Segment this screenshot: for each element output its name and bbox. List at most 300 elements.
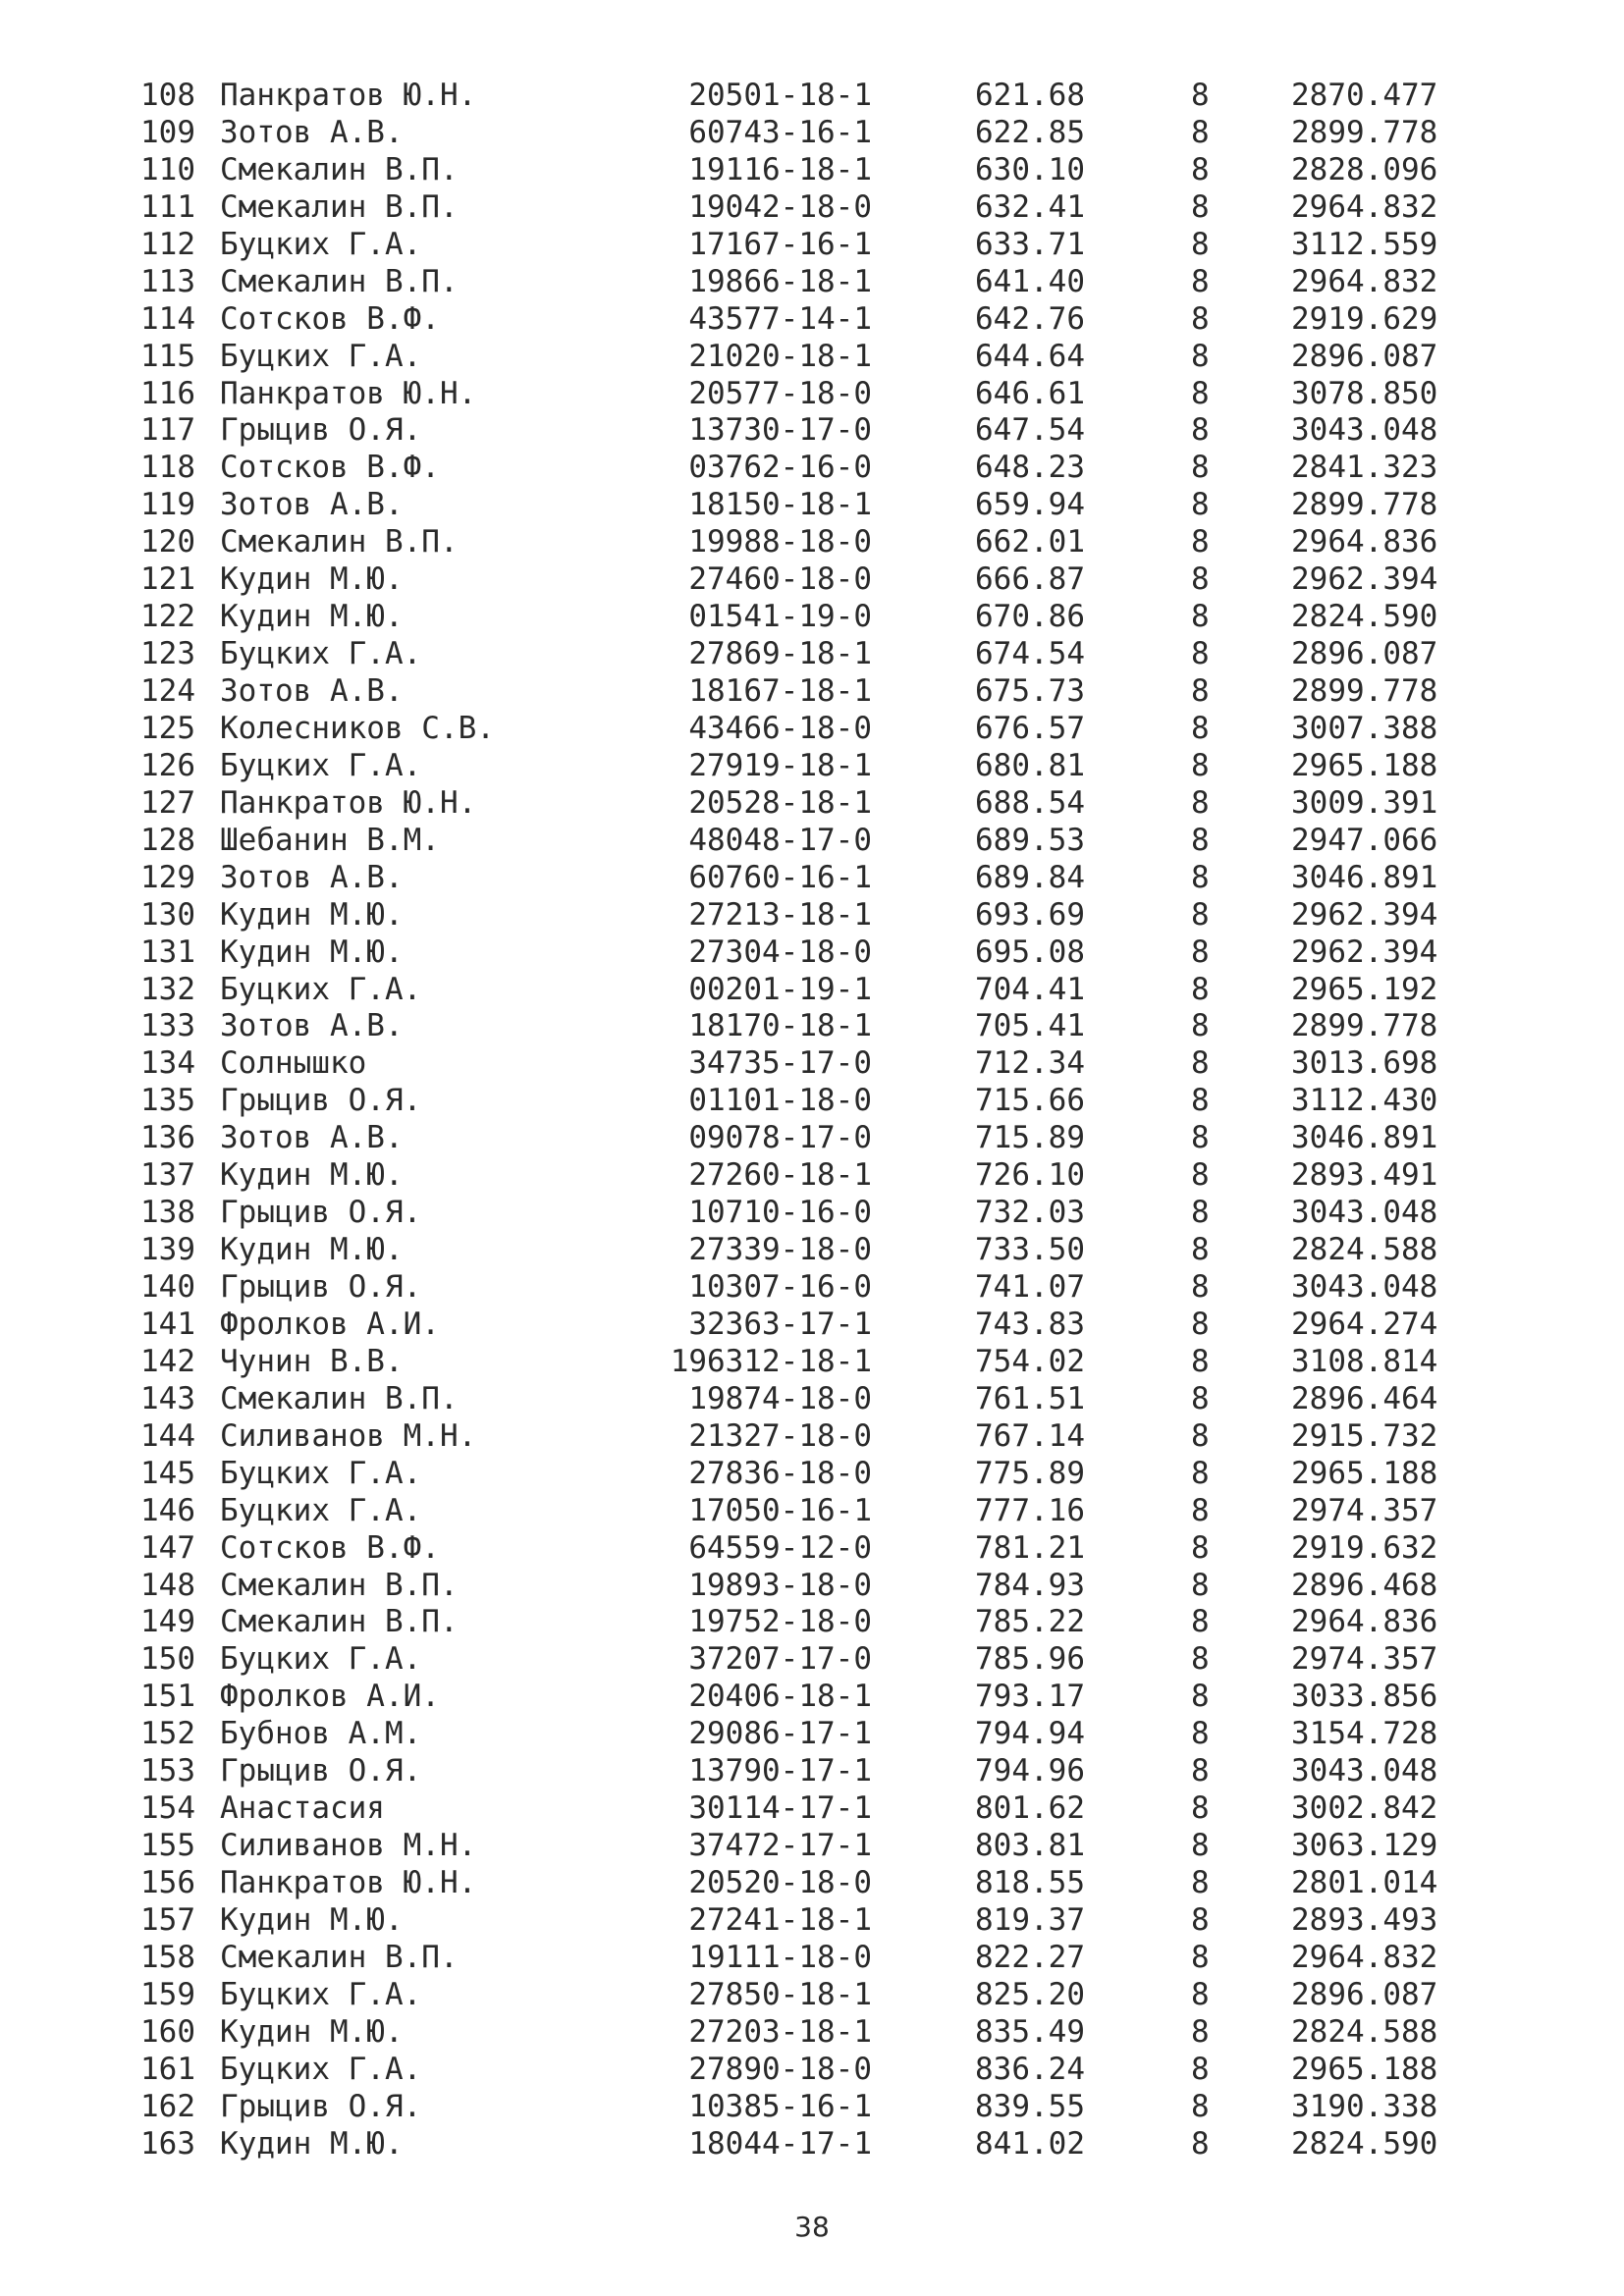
record-code: 27304-18-0 (688, 934, 872, 970)
row-number: 111 (140, 188, 195, 225)
score-value: 761.51 (975, 1380, 1085, 1416)
score-value: 662.01 (975, 524, 1085, 561)
total-value: 2964.836 (1291, 1604, 1438, 1640)
total-value: 2896.464 (1291, 1380, 1438, 1416)
score-value: 680.81 (975, 747, 1085, 783)
class-value: 8 (1191, 934, 1210, 970)
row-number: 160 (140, 2013, 195, 2050)
score-value: 689.84 (975, 859, 1085, 895)
total-value: 3112.430 (1291, 1083, 1438, 1119)
page-number: 38 (794, 2211, 830, 2243)
participant-name: Грыцив О.Я. (220, 1195, 422, 1231)
list-item (0, 2052, 1624, 2089)
record-code: 27869-18-1 (688, 636, 872, 672)
participant-name: Зотов А.В. (220, 859, 404, 895)
record-code: 27213-18-1 (688, 896, 872, 933)
class-value: 8 (1191, 338, 1210, 374)
record-code: 27890-18-0 (688, 2051, 872, 2087)
participant-name: Сотсков В.Ф. (220, 300, 440, 337)
row-number: 109 (140, 114, 195, 150)
record-code: 27203-18-1 (688, 2013, 872, 2050)
total-value: 3043.048 (1291, 412, 1438, 449)
participant-name: Кудин М.Ю. (220, 599, 404, 635)
class-value: 8 (1191, 1828, 1210, 1864)
participant-name: Фролков А.И. (220, 1679, 440, 1715)
score-value: 836.24 (975, 2051, 1085, 2087)
total-value: 3043.048 (1291, 1195, 1438, 1231)
score-value: 715.89 (975, 1120, 1085, 1156)
list-item (0, 934, 1624, 972)
total-value: 2899.778 (1291, 114, 1438, 150)
class-value: 8 (1191, 2125, 1210, 2162)
row-number: 136 (140, 1120, 195, 1156)
list-item (0, 1120, 1624, 1157)
record-code: 18167-18-1 (688, 673, 872, 709)
list-item (0, 1381, 1624, 1418)
total-value: 2919.632 (1291, 1529, 1438, 1566)
participant-name: Буцких Г.А. (220, 636, 422, 672)
record-code: 09078-17-0 (688, 1120, 872, 1156)
list-item (0, 1530, 1624, 1568)
row-number: 142 (140, 1343, 195, 1379)
class-value: 8 (1191, 1195, 1210, 1231)
list-item (0, 115, 1624, 152)
record-code: 20406-18-1 (688, 1679, 872, 1715)
total-value: 3046.891 (1291, 1120, 1438, 1156)
list-item (0, 1604, 1624, 1641)
list-item (0, 1083, 1624, 1120)
class-value: 8 (1191, 1529, 1210, 1566)
participant-name: Буцких Г.А. (220, 1641, 422, 1678)
row-number: 130 (140, 896, 195, 933)
list-item (0, 1790, 1624, 1828)
participant-name: Буцких Г.А. (220, 1455, 422, 1491)
score-value: 688.54 (975, 784, 1085, 821)
total-value: 2896.468 (1291, 1567, 1438, 1603)
row-number: 152 (140, 1716, 195, 1752)
class-value: 8 (1191, 1567, 1210, 1603)
score-value: 726.10 (975, 1157, 1085, 1194)
record-code: 27850-18-1 (688, 1976, 872, 2012)
list-item (0, 78, 1624, 115)
total-value: 2899.778 (1291, 487, 1438, 523)
total-value: 2965.192 (1291, 971, 1438, 1007)
row-number: 116 (140, 375, 195, 411)
record-code: 10385-16-1 (688, 2088, 872, 2124)
list-item (0, 1157, 1624, 1195)
row-number: 163 (140, 2125, 195, 2162)
participant-name: Зотов А.В. (220, 1008, 404, 1044)
record-code: 19866-18-1 (688, 263, 872, 299)
participant-name: Кудин М.Ю. (220, 934, 404, 970)
record-code: 13790-17-1 (688, 1753, 872, 1789)
class-value: 8 (1191, 636, 1210, 672)
total-value: 2896.087 (1291, 1976, 1438, 2012)
row-number: 151 (140, 1679, 195, 1715)
total-value: 2965.188 (1291, 2051, 1438, 2087)
participant-name: Буцких Г.А. (220, 747, 422, 783)
total-value: 2962.394 (1291, 896, 1438, 933)
total-value: 2947.066 (1291, 822, 1438, 858)
class-value: 8 (1191, 1045, 1210, 1082)
list-item (0, 897, 1624, 934)
score-value: 705.41 (975, 1008, 1085, 1044)
participant-name: Солнышко (220, 1045, 367, 1082)
score-value: 646.61 (975, 375, 1085, 411)
total-value: 2962.394 (1291, 934, 1438, 970)
total-value: 3154.728 (1291, 1716, 1438, 1752)
class-value: 8 (1191, 1083, 1210, 1119)
total-value: 2824.590 (1291, 599, 1438, 635)
score-value: 835.49 (975, 2013, 1085, 2050)
participant-name: Грыцив О.Я. (220, 2088, 422, 2124)
class-value: 8 (1191, 487, 1210, 523)
class-value: 8 (1191, 2088, 1210, 2124)
score-value: 801.62 (975, 1790, 1085, 1827)
score-value: 785.22 (975, 1604, 1085, 1640)
class-value: 8 (1191, 1343, 1210, 1379)
participant-name: Зотов А.В. (220, 1120, 404, 1156)
participant-name: Панкратов Ю.Н. (220, 1865, 477, 1900)
total-value: 2915.732 (1291, 1417, 1438, 1454)
participant-name: Грыцив О.Я. (220, 1269, 422, 1305)
record-code: 21327-18-0 (688, 1417, 872, 1454)
total-value: 2824.588 (1291, 2013, 1438, 2050)
record-code: 64559-12-0 (688, 1529, 872, 1566)
row-number: 135 (140, 1083, 195, 1119)
record-code: 01101-18-0 (688, 1083, 872, 1119)
row-number: 117 (140, 412, 195, 449)
score-value: 715.66 (975, 1083, 1085, 1119)
list-item (0, 1493, 1624, 1530)
participant-name: Смекалин В.П. (220, 1939, 459, 1975)
participant-name: Смекалин В.П. (220, 263, 459, 299)
list-item (0, 152, 1624, 189)
score-value: 754.02 (975, 1343, 1085, 1379)
list-item (0, 1269, 1624, 1307)
class-value: 8 (1191, 822, 1210, 858)
record-code: 17167-16-1 (688, 226, 872, 262)
score-value: 674.54 (975, 636, 1085, 672)
record-code: 43466-18-0 (688, 710, 872, 746)
class-value: 8 (1191, 1716, 1210, 1752)
total-value: 3046.891 (1291, 859, 1438, 895)
record-code: 20501-18-1 (688, 78, 872, 113)
row-number: 112 (140, 226, 195, 262)
record-code: 19752-18-0 (688, 1604, 872, 1640)
total-value: 2964.832 (1291, 188, 1438, 225)
list-item (0, 376, 1624, 413)
total-value: 2896.087 (1291, 338, 1438, 374)
class-value: 8 (1191, 114, 1210, 150)
class-value: 8 (1191, 450, 1210, 486)
total-value: 2801.014 (1291, 1865, 1438, 1900)
participant-name: Кудин М.Ю. (220, 561, 404, 598)
row-number: 156 (140, 1865, 195, 1900)
score-value: 644.64 (975, 338, 1085, 374)
record-code: 19116-18-1 (688, 151, 872, 187)
row-number: 146 (140, 1492, 195, 1528)
list-item (0, 1828, 1624, 1865)
list-item (0, 1008, 1624, 1045)
class-value: 8 (1191, 1604, 1210, 1640)
total-value: 2964.274 (1291, 1306, 1438, 1342)
score-value: 793.17 (975, 1679, 1085, 1715)
participant-name: Колесников С.В. (220, 710, 495, 746)
record-code: 13730-17-0 (688, 412, 872, 449)
participant-name: Бубнов А.М. (220, 1716, 422, 1752)
list-item (0, 1902, 1624, 1940)
record-code: 20528-18-1 (688, 784, 872, 821)
score-value: 794.94 (975, 1716, 1085, 1752)
score-value: 670.86 (975, 599, 1085, 635)
list-item (0, 1716, 1624, 1753)
score-value: 633.71 (975, 226, 1085, 262)
list-item (0, 2089, 1624, 2126)
record-code: 19042-18-0 (688, 188, 872, 225)
total-value: 2893.491 (1291, 1157, 1438, 1194)
participant-name: Анастасия (220, 1790, 385, 1827)
score-value: 693.69 (975, 896, 1085, 933)
total-value: 3043.048 (1291, 1753, 1438, 1789)
total-value: 2964.832 (1291, 1939, 1438, 1975)
row-number: 115 (140, 338, 195, 374)
participant-name: Смекалин В.П. (220, 1380, 459, 1416)
record-code: 27460-18-0 (688, 561, 872, 598)
total-value: 3112.559 (1291, 226, 1438, 262)
score-value: 741.07 (975, 1269, 1085, 1305)
record-code: 60743-16-1 (688, 114, 872, 150)
class-value: 8 (1191, 300, 1210, 337)
total-value: 2974.357 (1291, 1641, 1438, 1678)
list-item (0, 636, 1624, 673)
participant-name: Кудин М.Ю. (220, 896, 404, 933)
record-code: 27260-18-1 (688, 1157, 872, 1194)
class-value: 8 (1191, 971, 1210, 1007)
row-number: 124 (140, 673, 195, 709)
row-number: 140 (140, 1269, 195, 1305)
participant-name: Сотсков В.Ф. (220, 1529, 440, 1566)
record-code: 20520-18-0 (688, 1865, 872, 1900)
participant-name: Буцких Г.А. (220, 1492, 422, 1528)
list-item (0, 1232, 1624, 1269)
participant-name: Силиванов М.Н. (220, 1417, 477, 1454)
score-value: 621.68 (975, 78, 1085, 113)
row-number: 154 (140, 1790, 195, 1827)
total-value: 2870.477 (1291, 78, 1438, 113)
participant-name: Буцких Г.А. (220, 226, 422, 262)
record-code: 27339-18-0 (688, 1232, 872, 1268)
score-value: 647.54 (975, 412, 1085, 449)
list-item (0, 972, 1624, 1009)
total-value: 2964.832 (1291, 263, 1438, 299)
record-code: 19111-18-0 (688, 1939, 872, 1975)
total-value: 3043.048 (1291, 1269, 1438, 1305)
class-value: 8 (1191, 1380, 1210, 1416)
row-number: 161 (140, 2051, 195, 2087)
list-item (0, 599, 1624, 636)
total-value: 2965.188 (1291, 747, 1438, 783)
class-value: 8 (1191, 1753, 1210, 1789)
score-value: 695.08 (975, 934, 1085, 970)
total-value: 3063.129 (1291, 1828, 1438, 1864)
list-item (0, 1977, 1624, 2014)
list-item (0, 1344, 1624, 1381)
row-number: 150 (140, 1641, 195, 1678)
total-value: 3009.391 (1291, 784, 1438, 821)
list-item (0, 450, 1624, 487)
score-value: 841.02 (975, 2125, 1085, 2162)
list-item (0, 1418, 1624, 1456)
row-number: 126 (140, 747, 195, 783)
class-value: 8 (1191, 1306, 1210, 1342)
record-code: 27241-18-1 (688, 1901, 872, 1938)
score-value: 743.83 (975, 1306, 1085, 1342)
list-item (0, 1679, 1624, 1716)
list-item (0, 524, 1624, 561)
list-item (0, 823, 1624, 860)
record-code: 27919-18-1 (688, 747, 872, 783)
total-value: 2974.357 (1291, 1492, 1438, 1528)
class-value: 8 (1191, 1492, 1210, 1528)
score-value: 732.03 (975, 1195, 1085, 1231)
row-number: 108 (140, 78, 195, 113)
participant-name: Буцких Г.А. (220, 1976, 422, 2012)
row-number: 157 (140, 1901, 195, 1938)
record-code: 19988-18-0 (688, 524, 872, 561)
row-number: 113 (140, 263, 195, 299)
row-number: 138 (140, 1195, 195, 1231)
class-value: 8 (1191, 1641, 1210, 1678)
record-code: 37472-17-1 (688, 1828, 872, 1864)
participant-name: Зотов А.В. (220, 114, 404, 150)
total-value: 2828.096 (1291, 151, 1438, 187)
record-code: 18150-18-1 (688, 487, 872, 523)
total-value: 2896.087 (1291, 636, 1438, 672)
record-code: 196312-18-1 (670, 1343, 872, 1379)
class-value: 8 (1191, 1790, 1210, 1827)
class-value: 8 (1191, 1865, 1210, 1900)
list-item (0, 1568, 1624, 1605)
row-number: 148 (140, 1567, 195, 1603)
participant-name: Грыцив О.Я. (220, 1083, 422, 1119)
score-value: 819.37 (975, 1901, 1085, 1938)
total-value: 2841.323 (1291, 450, 1438, 486)
class-value: 8 (1191, 375, 1210, 411)
record-code: 19874-18-0 (688, 1380, 872, 1416)
row-number: 119 (140, 487, 195, 523)
list-item (0, 2014, 1624, 2052)
score-value: 733.50 (975, 1232, 1085, 1268)
row-number: 129 (140, 859, 195, 895)
total-value: 2824.588 (1291, 1232, 1438, 1268)
total-value: 3078.850 (1291, 375, 1438, 411)
results-list (0, 78, 1624, 2163)
row-number: 141 (140, 1306, 195, 1342)
row-number: 127 (140, 784, 195, 821)
participant-name: Кудин М.Ю. (220, 1901, 404, 1938)
row-number: 139 (140, 1232, 195, 1268)
class-value: 8 (1191, 1939, 1210, 1975)
total-value: 2964.836 (1291, 524, 1438, 561)
class-value: 8 (1191, 673, 1210, 709)
total-value: 2899.778 (1291, 673, 1438, 709)
participant-name: Чунин В.В. (220, 1343, 404, 1379)
list-item (0, 673, 1624, 711)
class-value: 8 (1191, 1455, 1210, 1491)
class-value: 8 (1191, 78, 1210, 113)
row-number: 122 (140, 599, 195, 635)
class-value: 8 (1191, 599, 1210, 635)
total-value: 3013.698 (1291, 1045, 1438, 1082)
row-number: 110 (140, 151, 195, 187)
total-value: 3033.856 (1291, 1679, 1438, 1715)
record-code: 01541-19-0 (688, 599, 872, 635)
record-code: 20577-18-0 (688, 375, 872, 411)
list-item (0, 1753, 1624, 1790)
record-code: 21020-18-1 (688, 338, 872, 374)
row-number: 155 (140, 1828, 195, 1864)
row-number: 133 (140, 1008, 195, 1044)
record-code: 03762-16-0 (688, 450, 872, 486)
score-value: 784.93 (975, 1567, 1085, 1603)
record-code: 37207-17-0 (688, 1641, 872, 1678)
score-value: 666.87 (975, 561, 1085, 598)
participant-name: Силиванов М.Н. (220, 1828, 477, 1864)
class-value: 8 (1191, 226, 1210, 262)
class-value: 8 (1191, 710, 1210, 746)
list-item (0, 561, 1624, 599)
row-number: 159 (140, 1976, 195, 2012)
score-value: 785.96 (975, 1641, 1085, 1678)
score-value: 822.27 (975, 1939, 1085, 1975)
record-code: 10307-16-0 (688, 1269, 872, 1305)
list-item (0, 1195, 1624, 1232)
score-value: 675.73 (975, 673, 1085, 709)
total-value: 3108.814 (1291, 1343, 1438, 1379)
row-number: 121 (140, 561, 195, 598)
participant-name: Смекалин В.П. (220, 524, 459, 561)
participant-name: Смекалин В.П. (220, 188, 459, 225)
total-value: 3007.388 (1291, 710, 1438, 746)
list-item (0, 2126, 1624, 2163)
list-item (0, 711, 1624, 748)
list-item (0, 1045, 1624, 1083)
row-number: 120 (140, 524, 195, 561)
score-value: 632.41 (975, 188, 1085, 225)
score-value: 630.10 (975, 151, 1085, 187)
class-value: 8 (1191, 1901, 1210, 1938)
class-value: 8 (1191, 859, 1210, 895)
class-value: 8 (1191, 561, 1210, 598)
class-value: 8 (1191, 1976, 1210, 2012)
total-value: 2919.629 (1291, 300, 1438, 337)
participant-name: Кудин М.Ю. (220, 1232, 404, 1268)
class-value: 8 (1191, 747, 1210, 783)
list-item (0, 860, 1624, 897)
class-value: 8 (1191, 2013, 1210, 2050)
list-item (0, 1865, 1624, 1902)
participant-name: Панкратов Ю.Н. (220, 375, 477, 411)
participant-name: Кудин М.Ю. (220, 2125, 404, 2162)
list-item (0, 785, 1624, 823)
row-number: 132 (140, 971, 195, 1007)
total-value: 2824.590 (1291, 2125, 1438, 2162)
total-value: 2962.394 (1291, 561, 1438, 598)
row-number: 128 (140, 822, 195, 858)
list-item (0, 1307, 1624, 1344)
list-item (0, 227, 1624, 264)
